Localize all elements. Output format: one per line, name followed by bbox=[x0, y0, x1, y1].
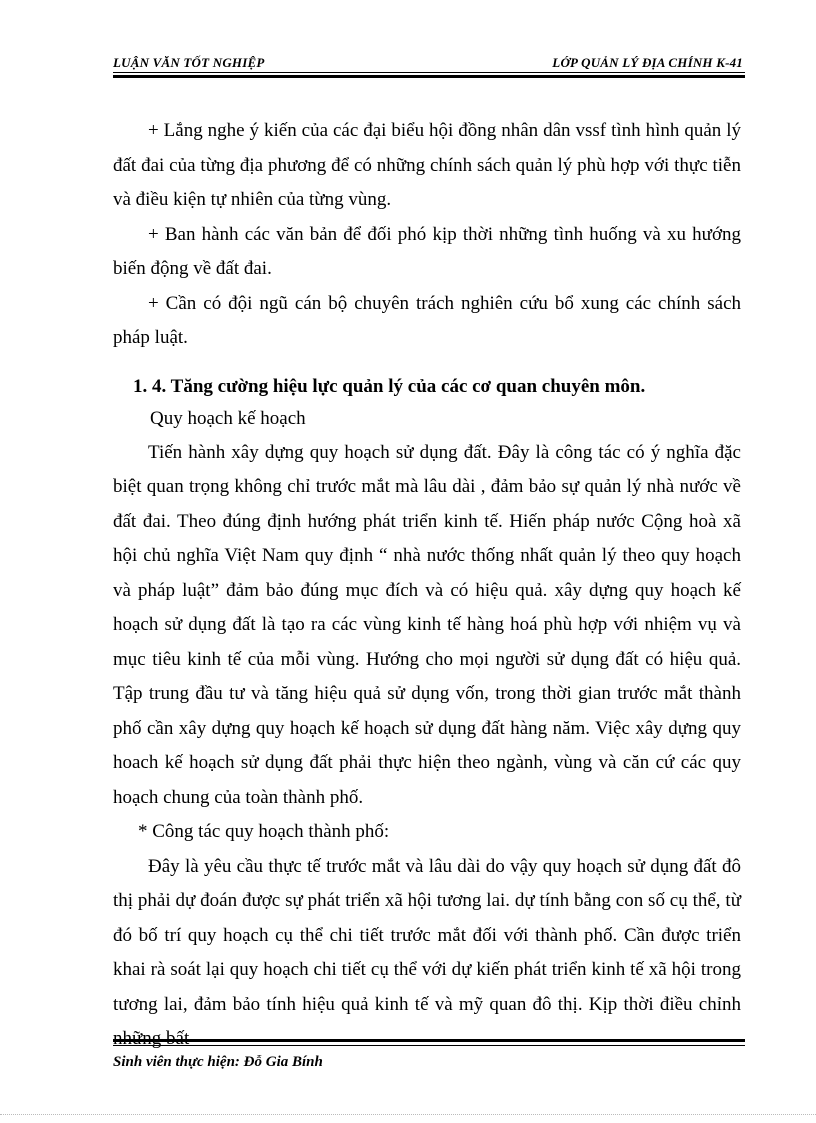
sub-heading: Quy hoạch kế hoạch bbox=[150, 408, 306, 429]
paragraph-listen-opinions: + Lắng nghe ý kiến của các đại biểu hội đồng nhân dân vssf tình hình quản lý đất đai của từng địa phương để có những chính sách quản lý phù hợp với thực tiễn và điều kiện tự nhiên của từng vùng. bbox=[113, 120, 741, 210]
paragraph-land-planning: Tiến hành xây dựng quy hoạch sử dụng đất. Đây là công tác có ý nghĩa đặc biệt quan trọng không chỉ trước mắt mà lâu dài , đảm bảo sự quản lý nhà nước về đất đai. Theo đúng định hướng phát triển kinh tế. Hiến pháp nước Cộng hoà xã hội chủ nghĩa Việt Nam quy định “ nhà nước thống nhất quản lý theo quy hoạch và pháp luật” đảm bảo đúng mục đích và có hiệu quả. xây dựng quy hoạch kế hoạch sử dụng đất là tạo ra các vùng kinh tế hàng hoá phù hợp với nhiệm vụ và mục tiêu kinh tế của mỗi vùng. Hướng cho mọi người sử dụng đất có hiệu quả. Tập trung đầu tư và tăng hiệu quả sử dụng vốn, trong thời gian trước mắt thành phố cần xây dựng quy hoạch kế hoạch sử dụng đất hàng năm. Việc xây dựng quy hoach kế hoạch sử dụng đất phải thực hiện theo ngành, vùng và căn cứ các quy hoạch chung của toàn thành phố. bbox=[113, 441, 741, 808]
star-item: * Công tác quy hoạch thành phố: bbox=[138, 821, 390, 842]
paragraph-staff: + Cần có đội ngũ cán bộ chuyên trách nghiên cứu bổ xung các chính sách pháp luật. bbox=[113, 292, 741, 348]
page-footer: Sinh viên thực hiện: Đỗ Gia Bính bbox=[113, 1054, 323, 1070]
header-divider-thin bbox=[113, 72, 745, 73]
paragraph-issue-documents: + Ban hành các văn bản để đối phó kịp thời những tình huống và xu hướng biến động về đất đai. bbox=[113, 223, 741, 279]
document-body bbox=[113, 114, 741, 1057]
section-heading: 1. 4. Tăng cường hiệu lực quản lý của các cơ quan chuyên môn. bbox=[133, 375, 646, 397]
header-divider-thick bbox=[113, 75, 745, 78]
footer-divider-thin bbox=[113, 1045, 745, 1046]
header-right-title: LỚP QUẢN LÝ ĐỊA CHÍNH K-41 bbox=[552, 55, 743, 70]
page-bottom-dotted-line bbox=[0, 1114, 816, 1115]
paragraph-city-planning: Đây là yêu cầu thực tế trước mắt và lâu dài do vậy quy hoạch sử dụng đất đô thị phải dự đoán được sự phát triển xã hội tương lai. dự tính bằng con số cụ thể, từ đó bố trí quy hoạch cụ thể chi tiết trước mắt đối với thành phố. Cần được triển khai rà soát lại quy hoạch chi tiết cụ thể với dự kiến phát triển kinh tế xã hội trong tương lai, đảm bảo tính hiệu quả kinh tế và mỹ quan đô thị. Kịp thời điều chỉnh bbox=[113, 855, 741, 1015]
footer-divider-thick bbox=[113, 1039, 745, 1042]
header-left-title: LUẬN VĂN TỐT NGHIỆP bbox=[113, 55, 265, 70]
spacer bbox=[113, 356, 741, 371]
page-header bbox=[113, 52, 743, 74]
